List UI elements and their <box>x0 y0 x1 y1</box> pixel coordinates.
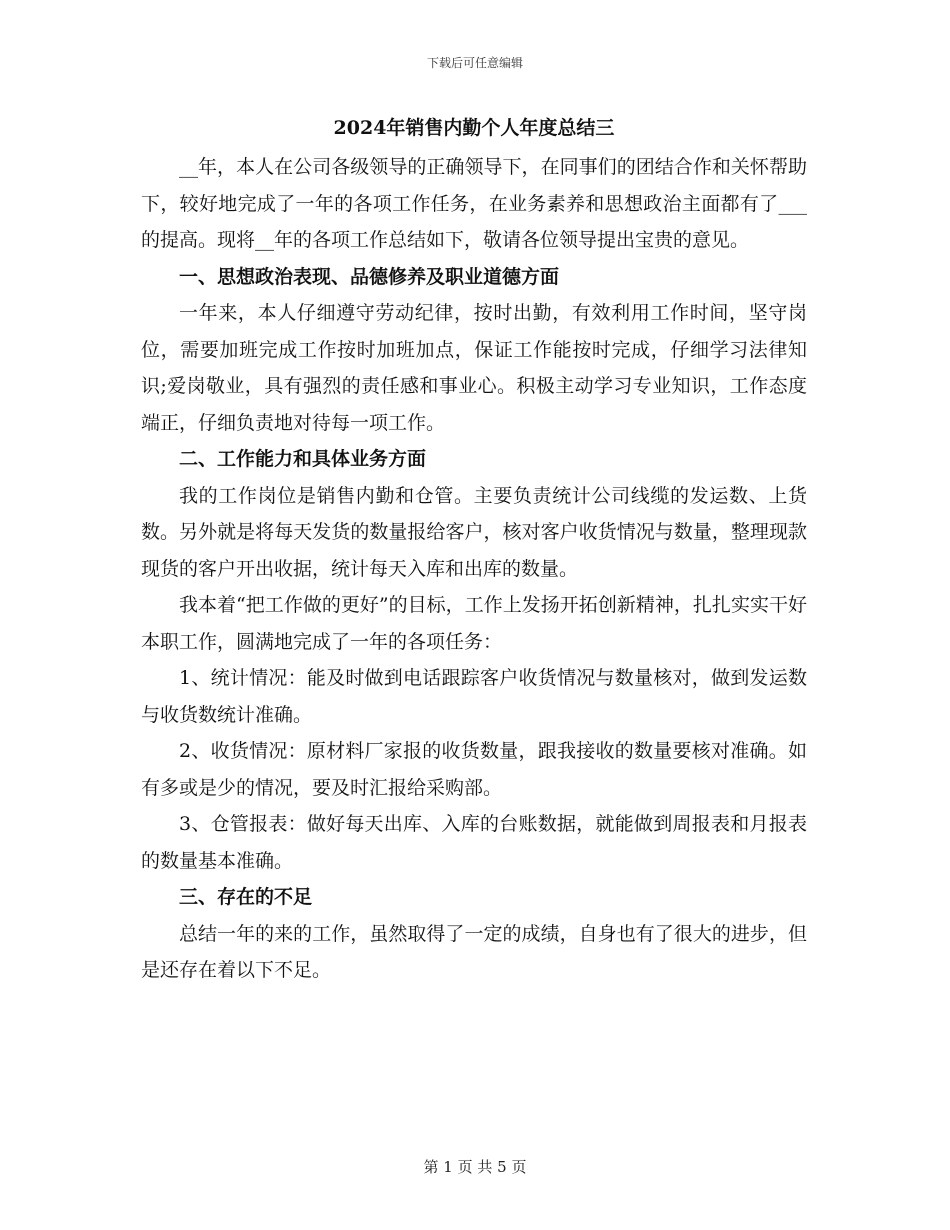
paragraph-section-1: 一年来，本人仔细遵守劳动纪律，按时出勤，有效利用工作时间，坚守岗位，需要加班完成工作按时加班加点，保证工作能按时完成，仔细学习法律知识;爱岗敬业，具有强烈的责任感和事业心。积极主动学习专业知识，工作态度端正，仔细负责地对待每一项工作。 <box>141 302 807 434</box>
paragraph-intro: __年，本人在公司各级领导的正确领导下，在同事们的团结合作和关怀帮助下，较好地完成了一年的各项工作任务，在业务素养和思想政治主面都有了___的提高。现将__年的各项工作总结如下，敬请各位领导提出宝贵的意见。 <box>141 156 807 251</box>
section-heading-3: 三、存在的不足 <box>179 886 313 908</box>
list-item-warehouse-reports: 3、仓管报表：做好每天出库、入库的台账数据，就能做到周报表和月报表的数量基本准确。 <box>141 813 807 872</box>
document-title: 2024年销售内勤个人年度总结三 <box>333 117 615 139</box>
paragraph-goal: 我本着“把工作做的更好”的目标，工作上发扬开拓创新精神，扎扎实实干好本职工作，圆满地完成了一年的各项任务： <box>141 594 807 653</box>
header-note: 下载后可任意编辑 <box>426 56 523 70</box>
paragraph-job-duties: 我的工作岗位是销售内勤和仓管。主要负责统计公司线缆的发运数、上货数。另外就是将每天发货的数量报给客户，核对客户收货情况与数量，整理现款现货的客户开出收据，统计每天入库和出库的数量。 <box>141 484 807 580</box>
document-body <box>141 113 807 989</box>
paragraph-shortcomings: 总结一年的来的工作，虽然取得了一定的成绩，自身也有了很大的进步，但是还存在着以下不足。 <box>141 922 807 981</box>
section-heading-2: 二、工作能力和具体业务方面 <box>179 448 427 470</box>
list-item-receiving: 2、收货情况：原材料厂家报的收货数量，跟我接收的数量要核对准确。如有多或是少的情况，要及时汇报给采购部。 <box>141 740 807 799</box>
page-footer: 第 1 页 共 5 页 <box>423 1158 527 1176</box>
list-item-statistics: 1、统计情况：能及时做到电话跟踪客户收货情况与数量核对，做到发运数与收货数统计准确。 <box>141 667 807 726</box>
section-heading-1: 一、思想政治表现、品德修养及职业道德方面 <box>179 265 560 288</box>
